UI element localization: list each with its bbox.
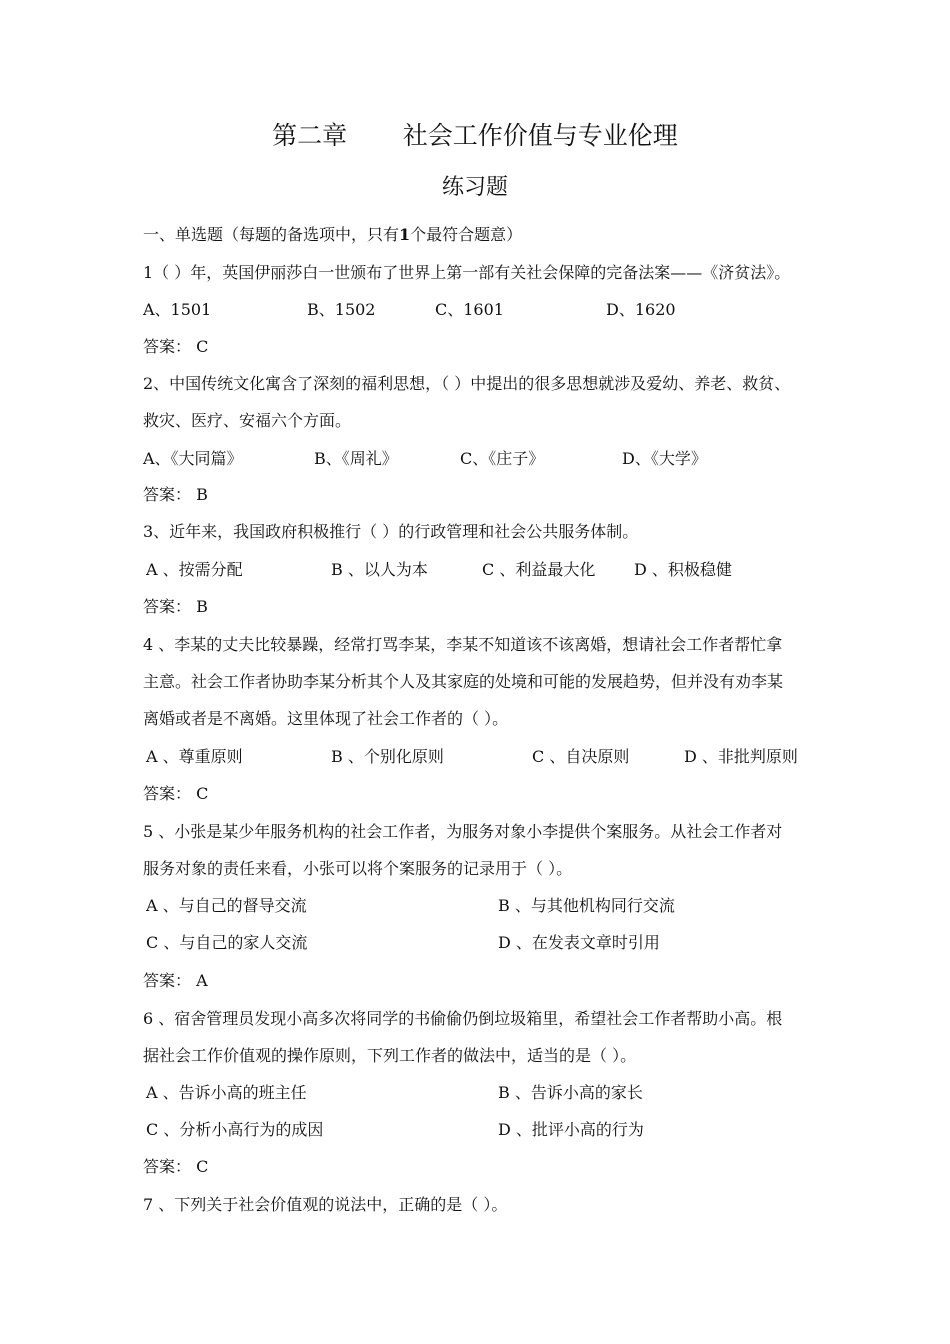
question-6-stem-line-2: 据社会工作价值观的操作原则，下列工作者的做法中，适当的是（ ）。: [143, 1046, 637, 1065]
question-6-option-a: A 、告诉小高的班主任: [146, 1083, 307, 1102]
question-6-option-d: D 、批评小高的行为: [498, 1120, 644, 1139]
question-5-stem-line-1: 5 、小张是某少年服务机构的社会工作者，为服务对象小李提供个案服务。从社会工作者对: [143, 822, 783, 841]
question-2-option-d: D、《大学》: [622, 449, 707, 468]
question-4-option-d: D 、非批判原则: [684, 747, 798, 766]
question-1-option-c: C、1601: [435, 300, 504, 319]
question-3-option-c: C 、利益最大化: [482, 560, 596, 579]
question-5-option-a: A 、与自己的督导交流: [146, 896, 307, 915]
section-heading-number: 1: [399, 225, 411, 244]
question-4-answer: 答案： C: [143, 784, 209, 803]
question-4-stem-line-2: 主意。社会工作者协助李某分析其个人及其家庭的处境和可能的发展趋势，但并没有劝李某: [143, 672, 784, 691]
question-5-option-d: D 、在发表文章时引用: [498, 933, 660, 952]
question-2-option-b: B、《周礼》: [314, 449, 398, 468]
chapter-title: 第二章 社会工作价值与专业伦理: [272, 121, 678, 150]
question-5-stem-line-2: 服务对象的责任来看，小张可以将个案服务的记录用于（ ）。: [143, 859, 573, 878]
question-4-stem-line-3: 离婚或者是不离婚。这里体现了社会工作者的（ ）。: [143, 709, 509, 728]
question-3-stem-line-1: 3、近年来，我国政府积极推行（ ）的行政管理和社会公共服务体制。: [143, 522, 639, 541]
question-5-option-b: B 、与其他机构同行交流: [498, 896, 675, 915]
question-6-answer: 答案： C: [143, 1157, 209, 1176]
question-6-stem-line-1: 6 、宿舍管理员发现小高多次将同学的书偷偷仍倒垃圾箱里，希望社会工作者帮助小高。根: [143, 1009, 783, 1028]
question-2-option-c: C、《庄子》: [460, 449, 545, 468]
question-2-option-a: A、《大同篇》: [143, 449, 243, 468]
question-3-option-d: D 、积极稳健: [634, 560, 732, 579]
section-heading-suffix: 个最符合题意）: [410, 225, 523, 244]
question-7-stem-line-1: 7 、下列关于社会价值观的说法中，正确的是（ ）。: [143, 1195, 508, 1214]
question-3-option-b: B 、以人为本: [331, 560, 428, 579]
question-5-answer: 答案： A: [143, 971, 208, 990]
question-1-option-a: A、1501: [143, 300, 212, 319]
question-2-stem-line-2: 救灾、医疗、安福六个方面。: [143, 411, 352, 430]
question-1-option-d: D、1620: [606, 300, 676, 319]
exercise-subtitle: 练习题: [441, 175, 508, 200]
question-1-answer: 答案： C: [143, 337, 209, 356]
question-1-stem-line-1: 1（ ）年，英国伊丽莎白一世颁布了世界上第一部有关社会保障的完备法案——《济贫法》。: [143, 263, 791, 282]
question-4-stem-line-1: 4 、李某的丈夫比较暴躁，经常打骂李某，李某不知道该不该离婚，想请社会工作者帮忙拿: [143, 635, 783, 654]
question-3-answer: 答案： B: [143, 597, 208, 616]
question-6-option-b: B 、告诉小高的家长: [498, 1083, 643, 1102]
question-4-option-a: A 、尊重原则: [146, 747, 243, 766]
question-4-option-c: C 、自决原则: [532, 747, 630, 766]
section-heading-prefix: 一、单选题（每题的备选项中，只有: [143, 225, 400, 244]
question-6-option-c: C 、分析小高行为的成因: [146, 1120, 324, 1139]
question-4-option-b: B 、个别化原则: [331, 747, 444, 766]
question-3-option-a: A 、按需分配: [146, 560, 243, 579]
question-2-stem-line-1: 2、中国传统文化寓含了深刻的福利思想，（ ）中提出的很多思想就涉及爱幼、养老、救贫、: [143, 374, 791, 393]
question-5-option-c: C 、与自己的家人交流: [146, 933, 308, 952]
question-1-option-b: B、1502: [307, 300, 376, 319]
section-heading: [143, 225, 522, 245]
question-2-answer: 答案： B: [143, 485, 208, 504]
